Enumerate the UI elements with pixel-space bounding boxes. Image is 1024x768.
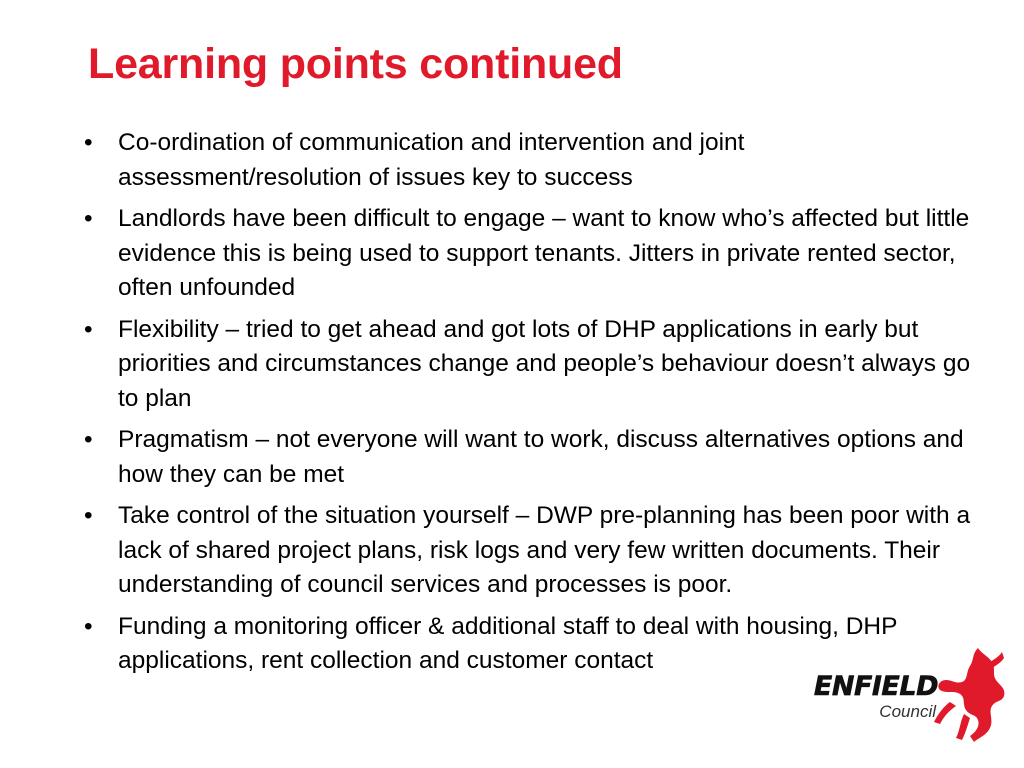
bullet-text: Funding a monitoring officer & additional staff to deal with housing, DHP applications, rent collection and customer contact bbox=[118, 612, 898, 674]
bullet-item bbox=[82, 610, 982, 679]
bullet-item bbox=[82, 313, 982, 417]
slide-title: Learning points continued bbox=[88, 40, 623, 88]
bullet-item bbox=[82, 423, 982, 492]
bullet-item bbox=[82, 499, 982, 603]
bullet-text: Take control of the situation yourself – DWP pre-planning has been poor with a lack of shared project plans, risk logs and very few written documents. Their understanding of council services and processes is poor. bbox=[118, 502, 971, 598]
enfield-council-logo bbox=[806, 672, 938, 722]
bullet-item bbox=[82, 202, 982, 306]
dragon-icon bbox=[930, 644, 1010, 744]
bullet-text: Pragmatism – not everyone will want to work, discuss alternatives options and how they can be met bbox=[118, 426, 964, 488]
bullet-item bbox=[82, 126, 982, 195]
logo-subtitle: Council bbox=[879, 702, 936, 721]
bullet-text: Co-ordination of communication and intervention and joint assessment/resolution of issues key to success bbox=[118, 129, 745, 191]
bullet-marker: • bbox=[84, 129, 93, 156]
bullet-marker: • bbox=[84, 502, 93, 529]
bullet-list bbox=[82, 126, 982, 686]
logo-name: ENFIELD bbox=[813, 671, 938, 702]
bullet-marker: • bbox=[84, 612, 93, 640]
bullet-text: Landlords have been difficult to engage – want to know who’s affected but little evidence this is being used to support tenants. Jitters in private rented sector, often unfounded bbox=[118, 205, 970, 301]
bullet-marker: • bbox=[84, 426, 93, 453]
bullet-marker: • bbox=[84, 315, 93, 343]
bullet-marker: • bbox=[84, 205, 93, 232]
bullet-text: Flexibility – tried to get ahead and got lots of DHP applications in early but priorities and circumstances change and people’s behaviour doesn’t always go to plan bbox=[118, 315, 971, 412]
